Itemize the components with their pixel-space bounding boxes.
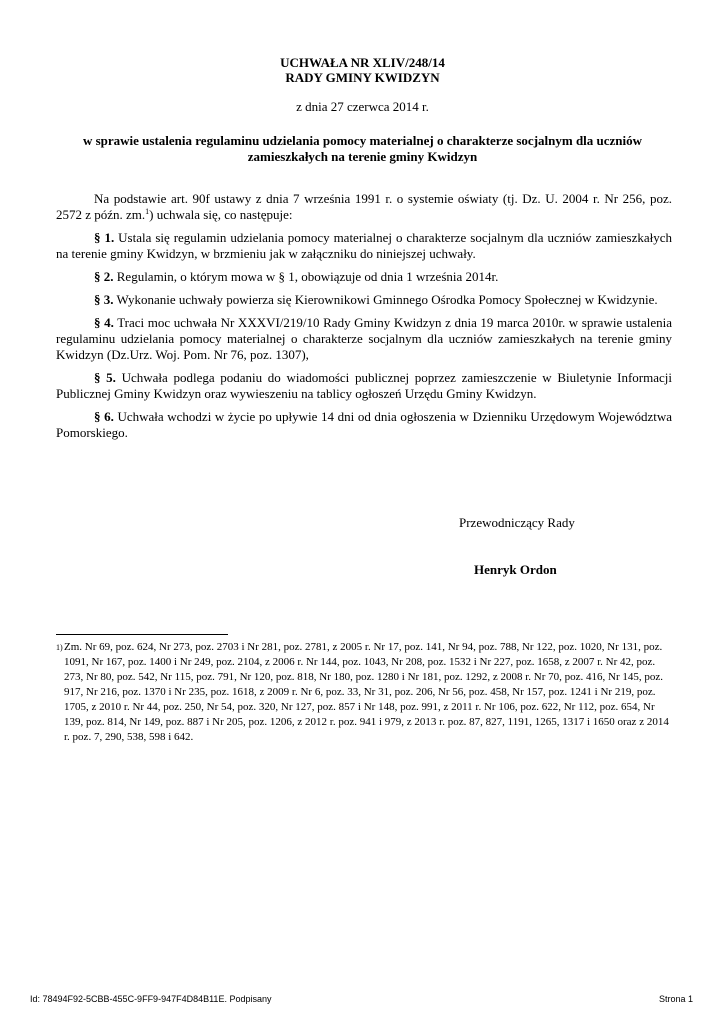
section-label: § 2. xyxy=(94,269,114,284)
section-label: § 1. xyxy=(94,230,115,245)
section-text: Regulamin, o którym mowa w § 1, obowiązuje od dnia 1 września 2014r. xyxy=(116,269,499,284)
section-text: Ustala się regulamin udzielania pomocy materialnej o charakterze socjalnym dla uczniów zamieszkałych na terenie gminy Kwidzyn, w brzmieniu jak w załączniku do niniejszej uchwały. xyxy=(56,230,672,261)
section-label: § 5. xyxy=(94,370,116,385)
section-text: Traci moc uchwała Nr XXXVI/219/10 Rady Gminy Kwidzyn z dnia 19 marca 2010r. w sprawie ustalenia regulaminu udzielania pomocy materialnej o charakterze socjalnym dla uczniów zamieszkałych na terenie gminy Kwidzyn (Dz.Urz. Woj. Pom. Nr 76, poz. 1307), xyxy=(56,315,673,362)
document-id: Id: 78494F92-5CBB-455C-9FF9-947F4D84B11E. Podpisany xyxy=(30,994,272,1004)
footnote-mark: 1) xyxy=(56,643,63,652)
section-3 xyxy=(56,292,672,308)
section-label: § 6. xyxy=(94,409,114,424)
section-label: § 3. xyxy=(94,292,114,307)
resolution-number: UCHWAŁA NR XLIV/248/14 xyxy=(280,55,445,70)
footnote xyxy=(56,640,676,745)
footnote-reference: 1 xyxy=(145,207,150,216)
section-1 xyxy=(56,230,672,262)
resolution-subject: w sprawie ustalenia regulaminu udzielania pomocy materialnej o charakterze socjalnym dla uczniów zamieszkałych na terenie gminy Kwidzyn xyxy=(82,133,643,164)
preamble xyxy=(56,191,672,223)
preamble-text-end: ) uchwala się, co następuje: xyxy=(149,207,293,222)
resolution-body xyxy=(56,191,672,448)
section-4 xyxy=(56,315,672,363)
footnote-divider xyxy=(56,634,228,635)
council-name: RADY GMINY KWIDZYN xyxy=(285,70,440,85)
footnote-text: Zm. Nr 69, poz. 624, Nr 273, poz. 2703 i Nr 281, poz. 2781, z 2005 r. Nr 17, poz. 141, Nr 94, poz. 788, Nr 122, poz. 1020, Nr 131, poz. 1091, Nr 167, poz. 1400 i Nr 249, poz. 2104, z 2006 r. Nr 144, poz. 1043, Nr 208, poz. 1532 i Nr 227, poz. 1658, z 2007 r. Nr 42, poz. 273, Nr 80, poz. 542, Nr 115, poz. 791, Nr 120, poz. 818, Nr 180, poz. 1280 i Nr 181, poz. 1292, z 2008 r. Nr 70, poz. 416, Nr 145, poz. 917, Nr 216, poz. 1370 i Nr 235, poz. 1618, z 2009 r. Nr 6, poz. 33, Nr 31, poz. 206, Nr 56, poz. 458, Nr 157, poz. 1241 i Nr 219, poz. 1705, z 2010 r. Nr 44, poz. 250, Nr 54, poz. 320, Nr 127, poz. 857 i Nr 148, poz. 991, z 2011 r. Nr 106, poz. 622, Nr 112, poz. 654, Nr 139, poz. 814, Nr 149, poz. 887 i Nr 205, poz. 1206, z 2012 r. poz. 941 i 979, z 2013 r. poz. 87, 827, 1191, 1265, 1317 i 1650 oraz z 2014 r. poz. 7, 290, 538, 598 i 642. xyxy=(64,641,669,743)
preamble-text: Na podstawie art. 90f ustawy z dnia 7 września 1991 r. o systemie oświaty (tj. Dz. U. 2004 r. Nr 256, poz. 2572 z późn. zm. xyxy=(56,191,672,222)
section-6 xyxy=(56,409,672,441)
section-text: Wykonanie uchwały powierza się Kierownikowi Gminnego Ośrodka Pomocy Społecznej w Kwidzynie. xyxy=(116,292,658,307)
section-text: Uchwała podlega podaniu do wiadomości publicznej poprzez zamieszczenie w Biuletynie Informacji Publicznej Gminy Kwidzyn oraz wywieszeniu na tablicy ogłoszeń Urzędu Gminy Kwidzyn. xyxy=(56,370,673,401)
section-2 xyxy=(56,269,672,285)
signature-name: Henryk Ordon xyxy=(474,562,557,577)
section-text: Uchwała wchodzi w życie po upływie 14 dni od dnia ogłoszenia w Dzienniku Urzędowym Województwa Pomorskiego. xyxy=(56,409,673,440)
signature-role: Przewodniczący Rady xyxy=(459,515,575,530)
resolution-date: z dnia 27 czerwca 2014 r. xyxy=(296,99,429,114)
section-label: § 4. xyxy=(94,315,114,330)
resolution-title xyxy=(0,55,725,85)
section-5 xyxy=(56,370,672,402)
page-number: Strona 1 xyxy=(658,994,693,1004)
